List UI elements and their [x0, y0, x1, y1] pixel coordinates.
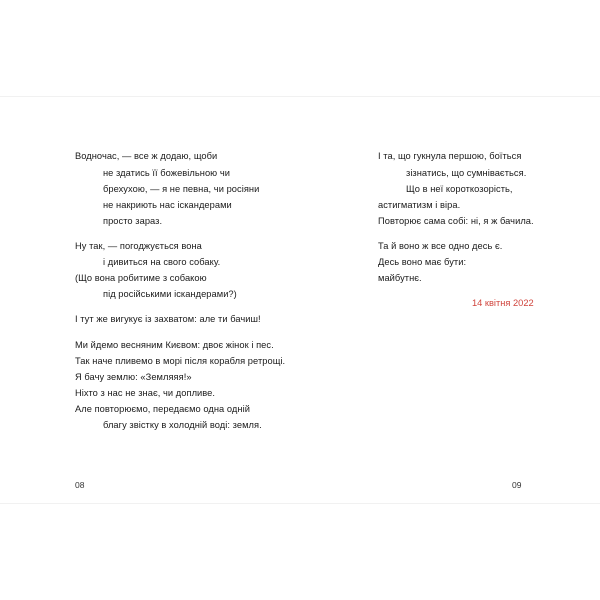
poem-date: 14 квітня 2022 — [472, 298, 534, 308]
page-number: 08 — [75, 480, 85, 490]
poem-line: благу звістку в холодній воді: земля. — [103, 420, 262, 430]
left-page — [0, 97, 300, 503]
poem-line: Десь воно має бути: — [378, 257, 467, 267]
poem-line: брехухою, — я не певна, чи росіяни — [103, 184, 260, 194]
poem-line: І та, що гукнула першою, боїться — [378, 151, 522, 161]
poem-line: Ну так, — погоджується вона — [75, 241, 202, 251]
poem-line: і дивиться на свого собаку. — [103, 257, 221, 267]
poem-line: Що в неї короткозорість, — [406, 184, 513, 194]
poem-line: Але повторюємо, передаємо одна одній — [75, 404, 250, 414]
poem-line: Повторює сама собі: ні, я ж бачила. — [378, 216, 534, 226]
poem-line: Ми йдемо весняним Києвом: двоє жінок і пес. — [75, 340, 274, 350]
right-page — [300, 97, 600, 503]
poem-line: Ніхто з нас не знає, чи допливе. — [75, 388, 216, 398]
poem-line: майбутнє. — [378, 273, 422, 283]
poem-line: не накриють нас іскандерами — [103, 200, 232, 210]
poem-line: Так наче пливемо в морі після корабля ретрощі. — [75, 356, 286, 366]
poem-line: не здатись її божевільною чи — [103, 168, 230, 178]
poem-line: Я бачу землю: «Земляяя!» — [75, 372, 192, 382]
poem-line: Та й воно ж все одно десь є. — [378, 241, 503, 251]
poem-line: зізнатись, що сумнівається. — [406, 168, 527, 178]
poem-line: астигматизм і віра. — [378, 200, 461, 210]
poem-line: І тут же вигукує із захватом: але ти бачиш! — [75, 314, 261, 324]
poem-line: просто зараз. — [103, 216, 163, 226]
poem-line: (Що вона робитиме з собакою — [75, 273, 207, 283]
poem-line: Водночас, — все ж додаю, щоби — [75, 151, 218, 161]
page-number: 09 — [512, 480, 522, 490]
poem-line: під російськими іскандерами?) — [103, 289, 237, 299]
book-spread — [0, 96, 600, 504]
